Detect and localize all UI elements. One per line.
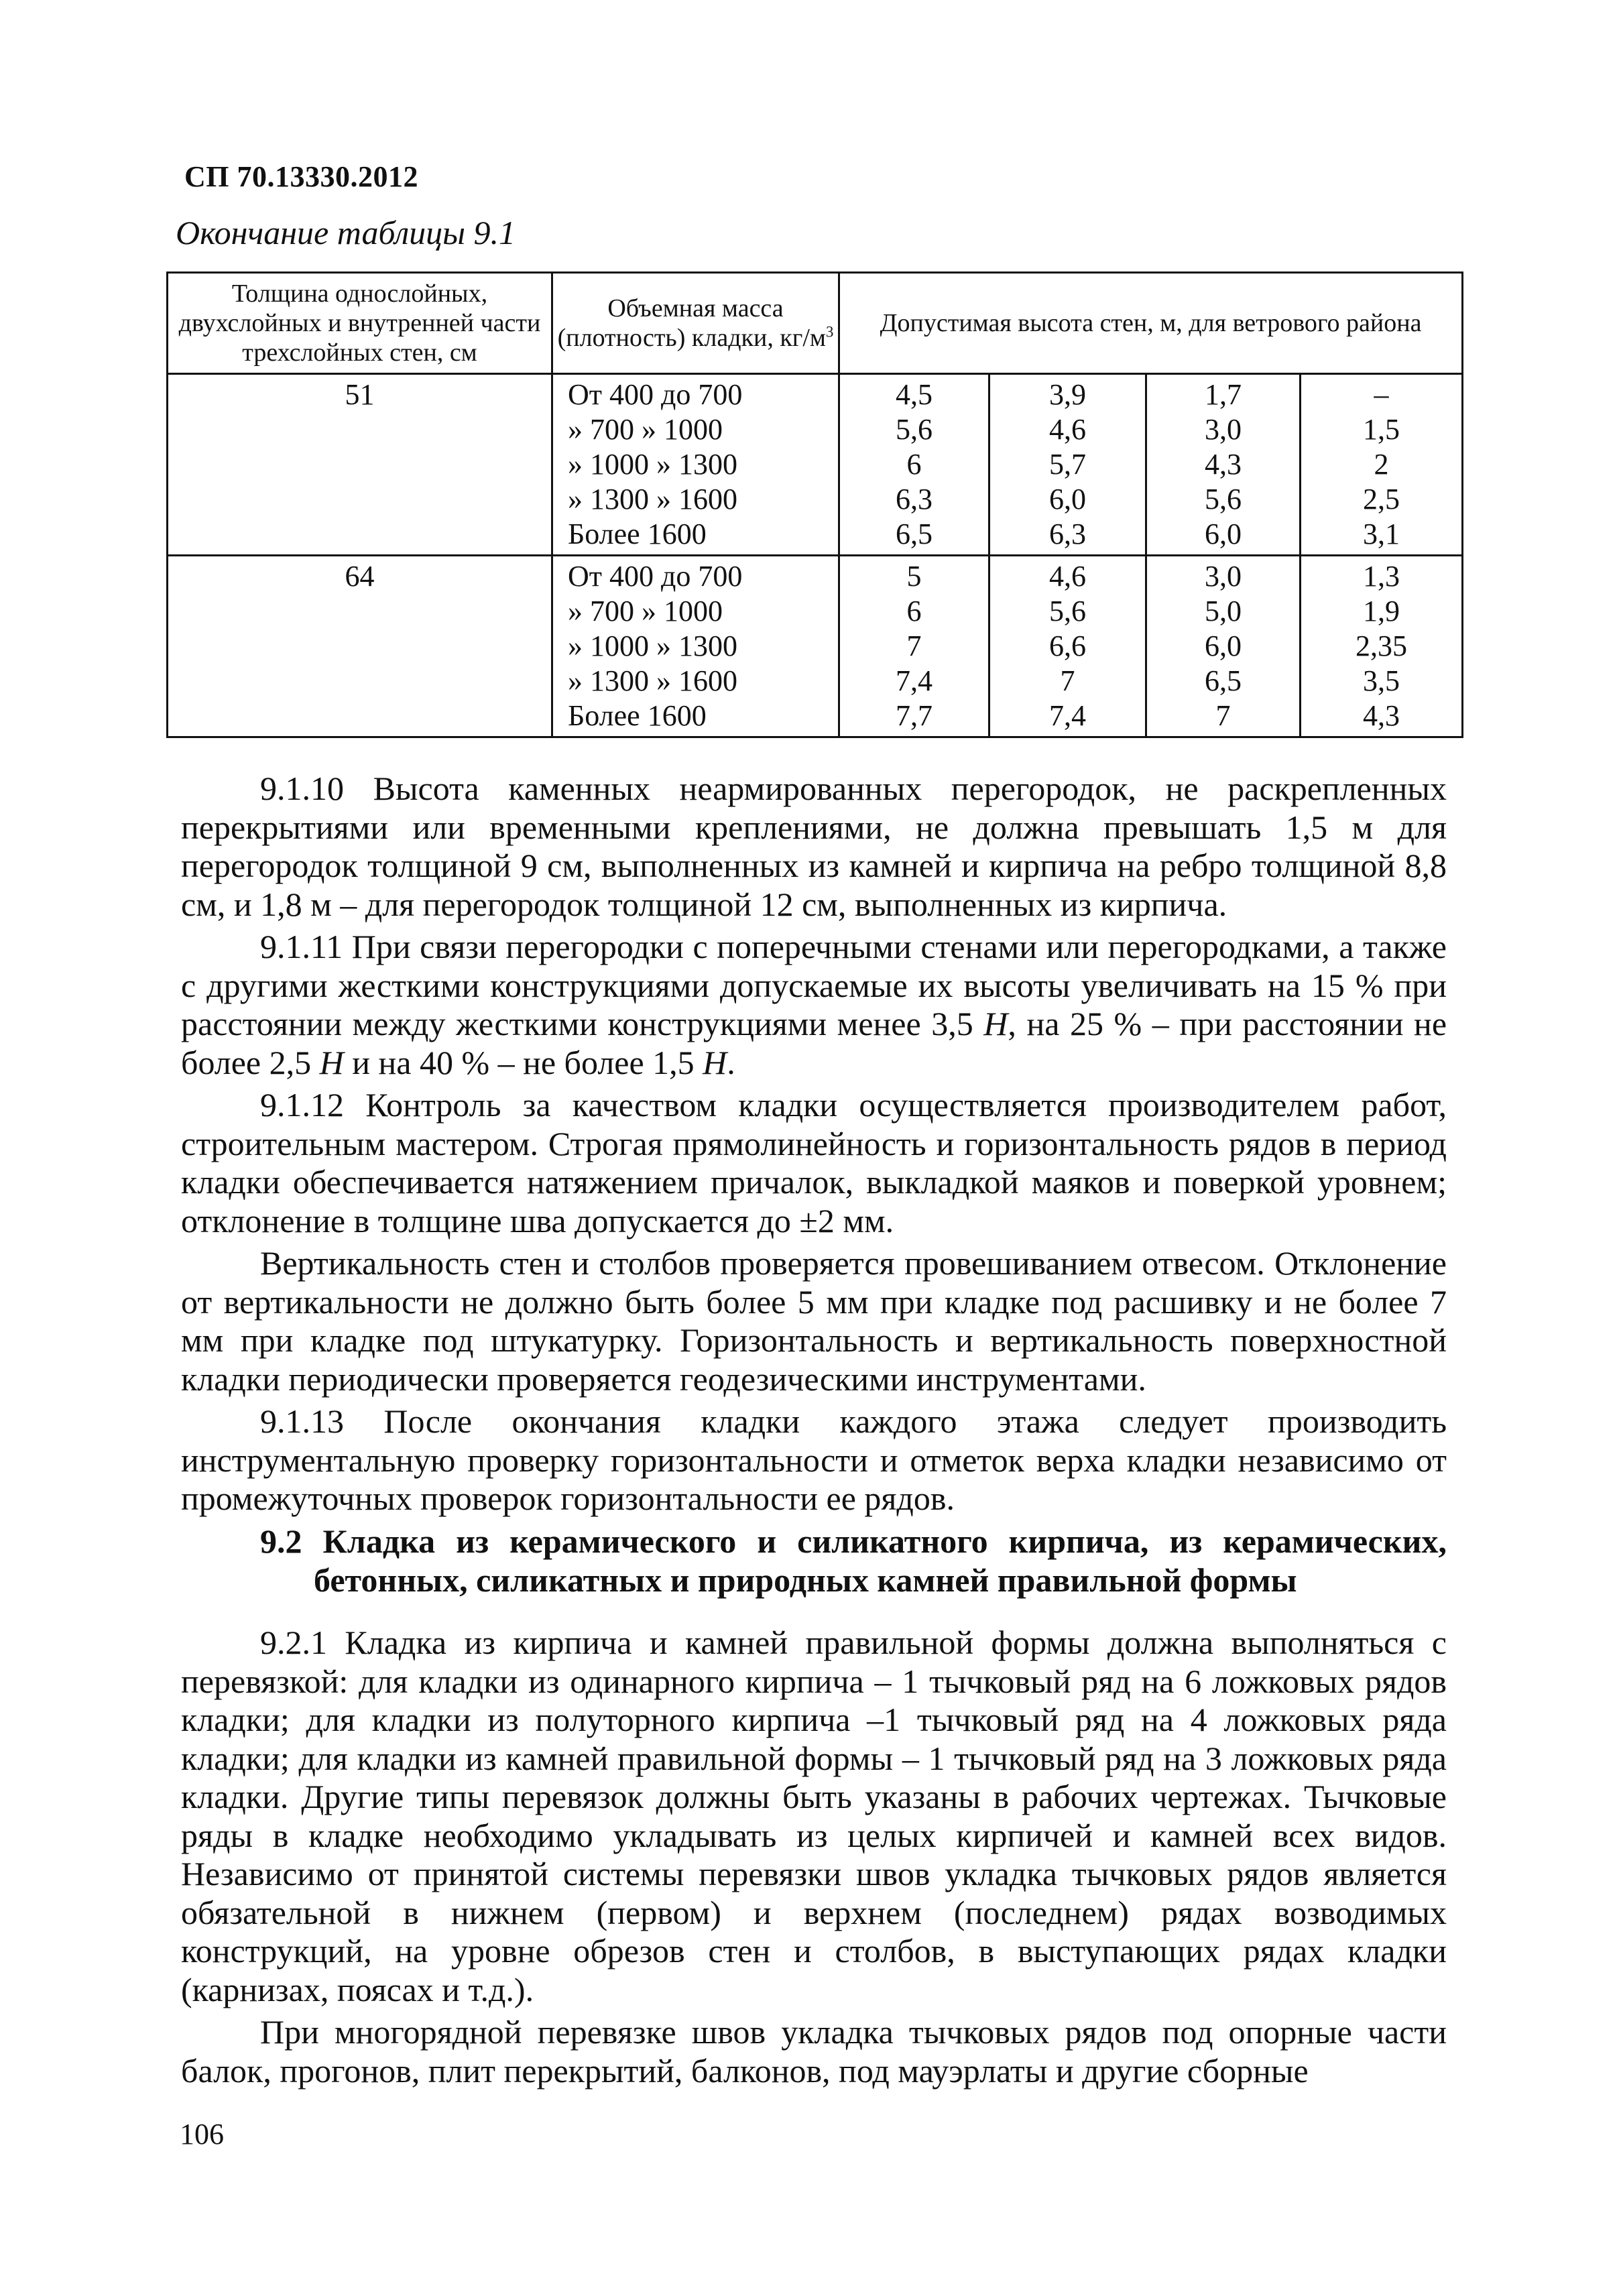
- cell-height-zone-1: 7,7: [839, 699, 989, 737]
- cell-height-zone-4: 1,5: [1301, 412, 1463, 447]
- table-row: [168, 664, 1463, 699]
- cell-height-zone-2: 6,3: [989, 517, 1146, 556]
- cell-thickness: 51: [168, 374, 552, 413]
- cell-density: » 1000 » 1300: [552, 447, 839, 482]
- paragraph-9-1-10: 9.1.10 Высота каменных неармированных перегородок, не раскрепленных перекрытиями или временными креплениями, не должна превышать 1,5 м для перегородок толщиной 9 см, выполненных из камней и кирпича на ребро толщиной 8,8 см, и 1,8 м – для перегородок толщиной 12 см, выполненных из кирпича.: [181, 770, 1447, 923]
- p-9-1-11-h2: Н: [319, 1043, 344, 1081]
- paragraph-9-1-12: 9.1.12 Контроль за качеством кладки осуществляется производителем работ, строительным мастером. Строгая прямолинейность и горизонтальность рядов в период кладки обеспечивается натяжением причалок, выкладкой маяков и поверкой уровнем; отклонение в толщине шва допускается до ±2 мм.: [181, 1086, 1447, 1240]
- cell-thickness: [168, 482, 552, 517]
- body-text-lower: [181, 1624, 1447, 2094]
- header-density-text: Объемная масса (плотность) кладки, кг/м: [557, 294, 826, 352]
- paragraph-verticality: Вертикальность стен и столбов проверяется провешиванием отвесом. Отклонение от вертикальности не должно быть более 5 мм при кладке под расшивку и не более 7 мм при кладке под штукатурку. Горизонтальность и вертикальность поверхностной кладки периодически проверяется геодезическими инструментами.: [181, 1244, 1447, 1398]
- cell-height-zone-1: 6,5: [839, 517, 989, 556]
- cell-height-zone-1: 6: [839, 447, 989, 482]
- cell-density: » 1300 » 1600: [552, 664, 839, 699]
- header-density: [552, 273, 839, 374]
- cell-height-zone-2: 5,6: [989, 594, 1146, 629]
- table-row: [168, 629, 1463, 664]
- cell-density: » 700 » 1000: [552, 594, 839, 629]
- p-9-1-11-part-c: и на 40 % – не более 1,5: [343, 1043, 703, 1081]
- section-title-line-1: 9.2 Кладка из керамического и силикатного кирпича, из керамических,: [260, 1522, 1447, 1560]
- p-9-1-11-h1: Н: [983, 1005, 1008, 1042]
- page-number: 106: [180, 2118, 224, 2151]
- table-row: [168, 517, 1463, 556]
- cell-height-zone-1: 7,4: [839, 664, 989, 699]
- body-text-upper: [181, 770, 1447, 1522]
- cell-height-zone-3: 5,0: [1146, 594, 1301, 629]
- table-caption: Окончание таблицы 9.1: [176, 214, 516, 251]
- p-9-1-11-part-b: , на 25 % – при расстоянии не более 2,5: [181, 1005, 1447, 1081]
- cell-thickness: [168, 629, 552, 664]
- cell-height-zone-2: 3,9: [989, 374, 1146, 413]
- cell-density: Более 1600: [552, 517, 839, 556]
- cell-height-zone-4: 2,35: [1301, 629, 1463, 664]
- cell-thickness: [168, 412, 552, 447]
- table-header-row: [168, 273, 1463, 374]
- cell-height-zone-3: 6,5: [1146, 664, 1301, 699]
- cell-height-zone-4: 1,9: [1301, 594, 1463, 629]
- document-code: СП 70.13330.2012: [184, 160, 418, 193]
- p-9-1-11-part-d: .: [727, 1043, 735, 1081]
- p-9-1-11-part-a: 9.1.11 При связи перегородки с поперечными стенами или перегородками, а также с другими жесткими конструкциями допускаемые их высоты увеличивать на 15 % при расстоянии между жесткими конструкциями менее 3,5: [181, 928, 1447, 1042]
- cell-height-zone-2: 5,7: [989, 447, 1146, 482]
- cell-density: Более 1600: [552, 699, 839, 737]
- paragraph-9-1-11: [181, 928, 1447, 1082]
- cell-density: » 1000 » 1300: [552, 629, 839, 664]
- cell-thickness: 64: [168, 556, 552, 595]
- cell-height-zone-4: 2: [1301, 447, 1463, 482]
- cell-height-zone-1: 5: [839, 556, 989, 595]
- cell-height-zone-3: 4,3: [1146, 447, 1301, 482]
- table-row: [168, 412, 1463, 447]
- wall-height-table: [166, 271, 1463, 738]
- cell-height-zone-2: 6,6: [989, 629, 1146, 664]
- p-9-1-11-h3: Н: [703, 1043, 727, 1081]
- paragraph-9-2-1: 9.2.1 Кладка из кирпича и камней правильной формы должна выполняться с перевязкой: для кладки из одинарного кирпича – 1 тычковый ряд на 6 ложковых рядов кладки; для кладки из полуторного кирпича –1 тычковый ряд на 4 ложковых ряда кладки; для кладки из камней правильной формы – 1 тычковый ряд на 3 ложковых ряда кладки. Другие типы перевязок должны быть указаны в рабочих чертежах. Тычковые ряды в кладке необходимо укладывать из целых кирпичей и камней всех видов. Независимо от принятой системы перевязки швов укладка тычковых рядов является обязательной в нижнем (первом) и верхнем (последнем) рядах возводимых конструкций, на уровне обрезов стен и столбов, в выступающих рядах кладки (карнизах, поясах и т.д.).: [181, 1624, 1447, 2008]
- cell-height-zone-1: 5,6: [839, 412, 989, 447]
- paragraph-9-1-13: 9.1.13 После окончания кладки каждого этажа следует производить инструментальную проверку горизонтальности и отметок верха кладки независимо от промежуточных проверок горизонтальности ее рядов.: [181, 1402, 1447, 1517]
- cell-height-zone-4: 3,1: [1301, 517, 1463, 556]
- cell-thickness: [168, 447, 552, 482]
- cell-height-zone-2: 4,6: [989, 412, 1146, 447]
- table-row: [168, 482, 1463, 517]
- table-row: [168, 594, 1463, 629]
- cell-height-zone-3: 1,7: [1146, 374, 1301, 413]
- cell-height-zone-2: 4,6: [989, 556, 1146, 595]
- cell-height-zone-3: 3,0: [1146, 412, 1301, 447]
- cell-height-zone-2: 6,0: [989, 482, 1146, 517]
- paragraph-multirow: При многорядной перевязке швов укладка тычковых рядов под опорные части балок, прогонов, плит перекрытий, балконов, под мауэрлаты и другие сборные: [181, 2013, 1447, 2090]
- cell-height-zone-3: 5,6: [1146, 482, 1301, 517]
- section-title-line-2: бетонных, силикатных и природных камней правильной формы: [314, 1561, 1297, 1599]
- cell-height-zone-3: 6,0: [1146, 517, 1301, 556]
- cell-height-zone-3: 6,0: [1146, 629, 1301, 664]
- header-density-sup: 3: [825, 323, 834, 341]
- cell-height-zone-1: 6: [839, 594, 989, 629]
- cell-height-zone-4: 3,5: [1301, 664, 1463, 699]
- table-row: [168, 556, 1463, 595]
- cell-thickness: [168, 594, 552, 629]
- cell-height-zone-4: 1,3: [1301, 556, 1463, 595]
- cell-density: » 1300 » 1600: [552, 482, 839, 517]
- cell-height-zone-4: 2,5: [1301, 482, 1463, 517]
- cell-density: От 400 до 700: [552, 556, 839, 595]
- section-title-9-2: [181, 1522, 1447, 1599]
- cell-thickness: [168, 699, 552, 737]
- header-thickness: Толщина однослойных, двухслойных и внутренней части трехслойных стен, см: [168, 273, 552, 374]
- cell-height-zone-2: 7: [989, 664, 1146, 699]
- cell-height-zone-1: 6,3: [839, 482, 989, 517]
- table-row: [168, 447, 1463, 482]
- cell-height-zone-1: 4,5: [839, 374, 989, 413]
- cell-height-zone-3: 3,0: [1146, 556, 1301, 595]
- table-row: [168, 699, 1463, 737]
- cell-thickness: [168, 517, 552, 556]
- cell-height-zone-3: 7: [1146, 699, 1301, 737]
- cell-height-zone-2: 7,4: [989, 699, 1146, 737]
- cell-density: » 700 » 1000: [552, 412, 839, 447]
- cell-height-zone-4: 4,3: [1301, 699, 1463, 737]
- table-body: [168, 374, 1463, 737]
- cell-thickness: [168, 664, 552, 699]
- header-allowed-height: Допустимая высота стен, м, для ветрового района: [839, 273, 1463, 374]
- cell-height-zone-1: 7: [839, 629, 989, 664]
- cell-height-zone-4: –: [1301, 374, 1463, 413]
- cell-density: От 400 до 700: [552, 374, 839, 413]
- table-row: [168, 374, 1463, 413]
